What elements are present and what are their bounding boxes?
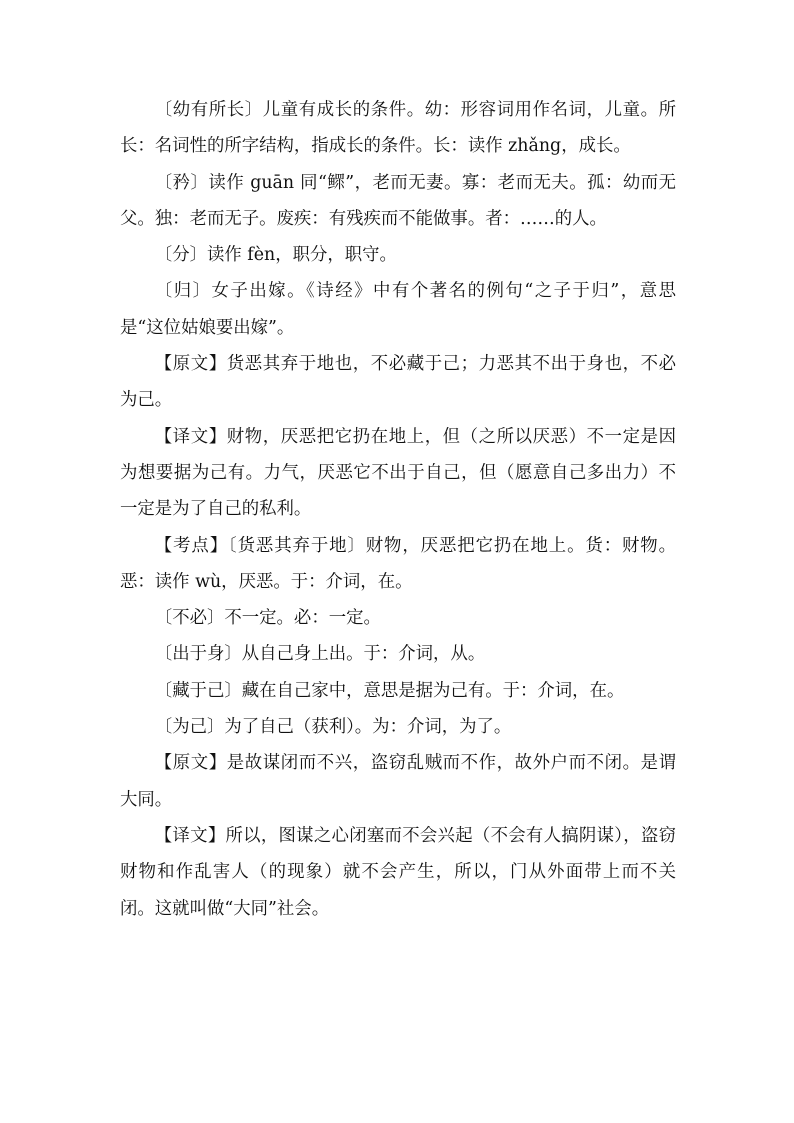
- translation-2: 【译文】所以，图谋之心闭塞而不会兴起（不会有人搞阴谋），盗窃财物和作乱害人（的现象）就不会产生，所以，门从外面带上而不关闭。这就叫做“大同”社会。: [120, 825, 676, 919]
- note-youyousuochang: 〔幼有所长〕儿童有成长的条件。幼：形容词用作名词，儿童。所长：名词性的所字结构，指成长的条件。长：读作 zhǎng，成长。: [120, 100, 676, 157]
- original-text-1: 【原文】货恶其弃于地也，不必藏于己；力恶其不出于身也，不必为己。: [120, 354, 676, 411]
- key-points-1: 【考点】〔货恶其弃于地〕财物，厌恶把它扔在地上。货：财物。恶：读作 wù，厌恶。于：介词，在。: [120, 535, 676, 592]
- note-cangyuji: 〔藏于己〕藏在自己家中，意思是据为己有。于：介词，在。: [154, 680, 625, 701]
- note-weiji: 〔为己〕为了自己（获利）。为：介词，为了。: [154, 717, 512, 738]
- note-fen: 〔分〕读作 fèn，职分，职守。: [154, 245, 397, 266]
- note-jin: 〔矜〕读作 guān 同“鳏”，老而无妻。寡：老而无夫。孤：幼而无父。独：老而无子。废疾：有残疾而不能做事。者：……的人。: [120, 172, 676, 229]
- note-gui: 〔归〕女子出嫁。《诗经》中有个著名的例句“之子于归”，意思是“这位姑娘要出嫁”。: [120, 281, 676, 338]
- note-bubi: 〔不必〕不一定。必：一定。: [154, 608, 381, 629]
- original-text-2: 【原文】是故谋闭而不兴，盗窃乱贼而不作，故外户而不闭。是谓大同。: [120, 753, 676, 810]
- translation-1: 【译文】财物，厌恶把它扔在地上，但（之所以厌恶）不一定是因为想要据为己有。力气，厌恶它不出于自己，但（愿意自己多出力）不一定是为了自己的私利。: [120, 426, 676, 520]
- document-body: [120, 92, 676, 927]
- note-chuyushen: 〔出于身〕从自己身上出。于：介词，从。: [154, 644, 486, 665]
